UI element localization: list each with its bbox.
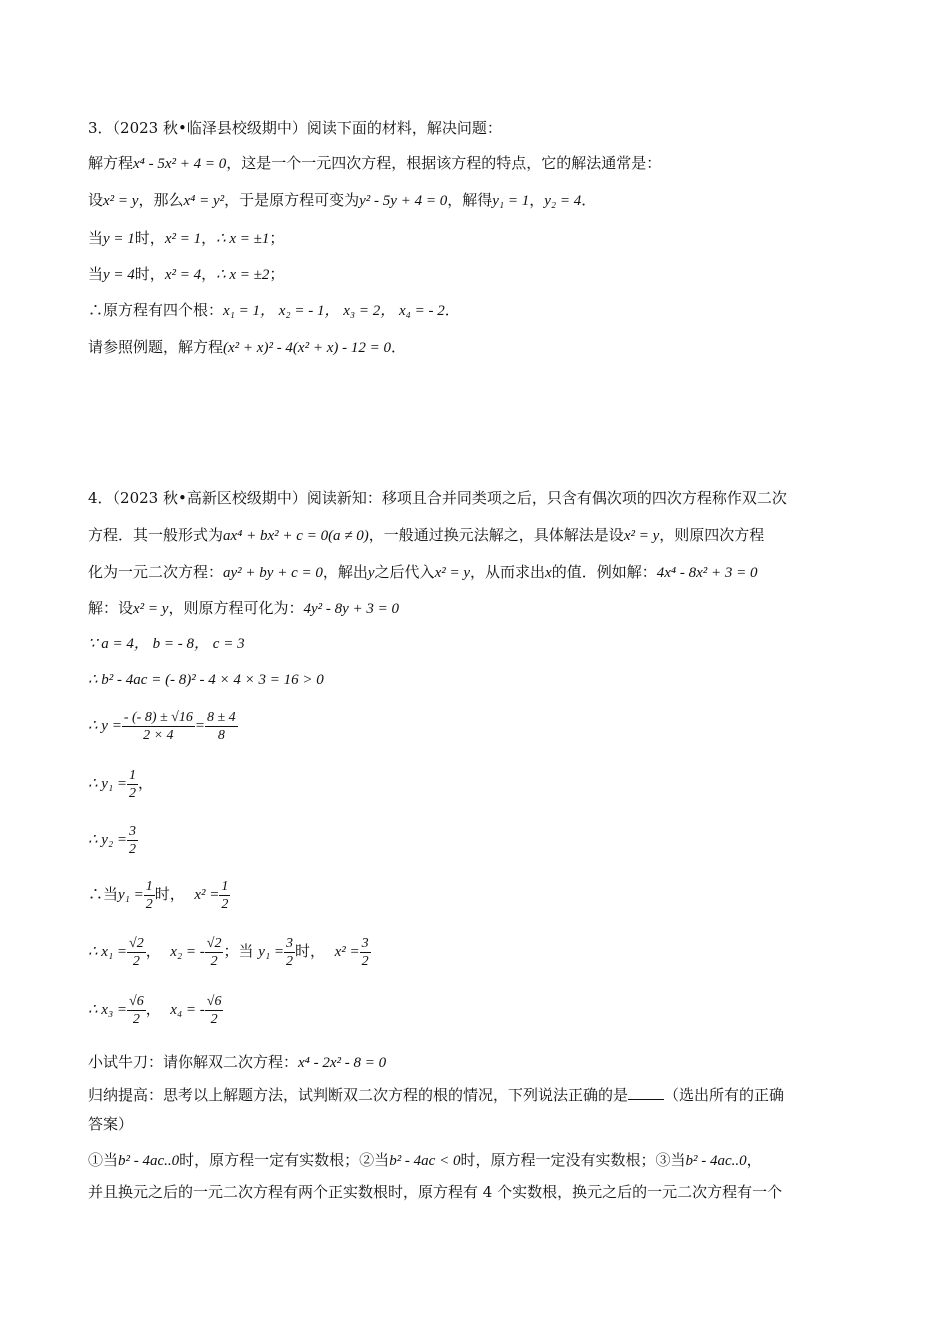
q4-line-8 — [88, 764, 153, 803]
q4-equation: ∴ y = — [88, 718, 122, 734]
fraction-denominator: 2 — [145, 896, 153, 912]
fraction-numerator: √2 — [206, 935, 222, 951]
q4-equation: 4y² - 8y + 3 = 0 — [303, 601, 400, 617]
q4-line-12 — [88, 988, 223, 1031]
fraction — [144, 878, 155, 913]
q4-text: 之后代入 — [374, 563, 435, 581]
q3-equation: x² = 1 — [164, 231, 202, 247]
fraction-denominator: 2 — [210, 953, 218, 969]
q3-text: ，那么 — [138, 191, 184, 209]
fraction — [127, 993, 146, 1028]
q3-text: ，这是一个一元四次方程，根据该方程的特点，它的解法通常是： — [226, 154, 662, 172]
q3-line-3 — [88, 190, 596, 211]
q3-text: ， — [201, 229, 217, 247]
q4-equation: x² = y — [133, 601, 169, 617]
fraction-denominator: 2 — [221, 896, 229, 912]
q4-text: 时，原方程一定没有实数根；③当 — [460, 1151, 686, 1169]
fraction — [284, 935, 295, 970]
q3-line-4 — [88, 228, 284, 249]
q3-text: 时， — [134, 229, 165, 247]
q3-text: ∴原方程有四个根： — [88, 301, 224, 319]
q4-line-5: ∵ a = 4， b = - 8， c = 3 — [88, 636, 245, 652]
fraction — [205, 709, 238, 744]
fraction-numerator: √6 — [206, 993, 222, 1009]
q4-text: ， — [746, 1151, 762, 1169]
fraction-denominator: 2 — [129, 841, 137, 857]
fraction — [127, 767, 138, 802]
answer-blank[interactable] — [628, 1085, 664, 1100]
q3-equation: x⁴ = y² — [183, 193, 225, 209]
q4-equation: ∴ x₁ = — [88, 944, 128, 960]
q4-line-15: 答案） — [88, 1115, 134, 1133]
fraction-numerator: 3 — [361, 935, 369, 951]
q3-text: 设 — [88, 191, 104, 209]
fraction-denominator: 8 — [217, 727, 225, 743]
q3-line-6 — [88, 300, 460, 321]
q3-text: 当 — [88, 265, 104, 283]
q4-equation: x² = y — [623, 528, 660, 544]
fraction-numerator: √2 — [129, 935, 144, 951]
q4-text: ，解出 — [322, 563, 368, 581]
q4-line-13 — [88, 1052, 386, 1073]
q4-line-7 — [88, 706, 238, 745]
q3-line-2 — [88, 153, 661, 174]
fraction-numerator: 1 — [129, 767, 137, 783]
q3-text: ， — [529, 191, 545, 209]
q4-text: 方程．其一般形式为 — [88, 526, 224, 544]
fraction-numerator: 1 — [145, 878, 153, 894]
q3-equation: y₂ = 4 — [544, 193, 582, 209]
q4-equation: x — [545, 565, 552, 581]
q4-text: 时， — [295, 942, 326, 960]
q3-text: ； — [269, 229, 285, 247]
q3-equation: y² - 5y + 4 = 0 — [359, 193, 448, 209]
fraction — [205, 993, 224, 1028]
q4-text: ， — [138, 774, 154, 792]
fraction-numerator: √6 — [129, 993, 144, 1009]
q3-equation: (x² + x)² - 4(x² + x) - 12 = 0 — [223, 340, 391, 356]
q4-line-11 — [88, 930, 371, 973]
fraction — [127, 935, 146, 970]
q3-equation: x⁴ - 5x² + 4 = 0 — [133, 156, 227, 172]
q3-equation: y = 1 — [103, 231, 135, 247]
q4-text: ①当 — [88, 1151, 119, 1169]
fraction-numerator: - (- 8) ± √16 — [123, 709, 193, 725]
q4-equation: x² = — [334, 944, 360, 960]
fraction-denominator: 2 × 4 — [143, 727, 174, 743]
q4-text: 小试牛刀：请你解双二次方程： — [88, 1053, 299, 1071]
q3-text: 解方程 — [88, 154, 134, 172]
q4-text: 时，原方程一定有实数根；②当 — [179, 1151, 390, 1169]
q4-text: ∴当 — [88, 885, 119, 903]
q4-equation: ax⁴ + bx² + c = 0(a ≠ 0) — [223, 528, 369, 544]
q4-line-6: ∴ b² - 4ac = (- 8)² - 4 × 4 × 3 = 16 > 0 — [88, 672, 324, 688]
q4-text: 的值．例如解： — [551, 563, 657, 581]
q4-equation: x² = y — [434, 565, 470, 581]
q3-text: 当 — [88, 229, 104, 247]
q4-equation: x⁴ - 2x² - 8 = 0 — [298, 1055, 387, 1071]
q3-text: 时， — [134, 265, 165, 283]
fraction-denominator: 2 — [361, 953, 369, 969]
fraction-numerator: 1 — [221, 878, 229, 894]
q4-equation: x₂ = - — [170, 944, 205, 960]
q4-equation: ∴ y₁ = — [88, 776, 128, 792]
q3-equation: y₁ = 1 — [492, 193, 530, 209]
q4-text: ，一般通过换元法解之，具体解法是设 — [368, 526, 624, 544]
q3-equation: ∴ x = ±2 — [216, 267, 270, 283]
q4-text: ；当 — [223, 942, 254, 960]
q3-text: ． — [444, 301, 460, 319]
fraction-denominator: 2 — [286, 953, 294, 969]
q3-text: ． — [581, 191, 597, 209]
fraction-numerator: 8 ± 4 — [206, 709, 236, 725]
fraction-denominator: 2 — [210, 1011, 218, 1027]
fraction — [360, 935, 371, 970]
q4-equation: x² = — [194, 887, 220, 903]
q3-equation: y = 4 — [103, 267, 135, 283]
q4-line-10 — [88, 874, 230, 915]
q4-line-17: 并且换元之后的一元二次方程有两个正实数根时，原方程有 4 个实数根，换元之后的一元二次方程有一个 — [88, 1183, 783, 1201]
q4-equation: b² - 4ac..0 — [118, 1153, 180, 1169]
q4-line-4 — [88, 598, 399, 619]
q4-equation: y₁ = — [258, 944, 285, 960]
q4-line-14 — [88, 1085, 784, 1105]
q3-equation: x² = y — [103, 193, 139, 209]
q4-text: ，则原方程可化为： — [168, 599, 304, 617]
q4-text: 时， — [154, 885, 185, 903]
q4-equation: x₄ = - — [170, 1002, 205, 1018]
q3-title: 3．（2023 秋•临泽县校级期中）阅读下面的材料，解决问题： — [88, 119, 502, 137]
q4-equation: = — [194, 718, 205, 734]
q3-equation: ∴ x = ±1 — [216, 231, 270, 247]
q4-title: 4．（2023 秋•高新区校级期中）阅读新知：移项且合并同类项之后，只含有偶次项的四次方程称作双二次 — [88, 489, 787, 507]
q4-equation: b² - 4ac..0 — [685, 1153, 747, 1169]
q4-text: ， — [145, 1000, 161, 1018]
q3-text: ， — [201, 265, 217, 283]
q4-text: ，则原四次方程 — [659, 526, 765, 544]
q4-equation: y₁ = — [118, 887, 144, 903]
q4-text: 解：设 — [88, 599, 134, 617]
q3-text: 请参照例题，解方程 — [88, 338, 224, 356]
q4-equation: ∴ y₂ = — [88, 832, 128, 848]
fraction-numerator: 3 — [286, 935, 294, 951]
q3-text: ，于是原方程可变为 — [224, 191, 360, 209]
q4-line-16 — [88, 1150, 762, 1171]
q3-equation: x₁ = 1， x₂ = - 1， x₃ = 2， x₄ = - 2 — [223, 303, 445, 319]
q3-equation: x² = 4 — [164, 267, 202, 283]
q3-line-5 — [88, 264, 284, 285]
q4-text: 归纳提高：思考以上解题方法，试判断双二次方程的根的情况，下列说法正确的是 — [88, 1086, 629, 1104]
q4-line-3 — [88, 562, 757, 583]
fraction — [219, 878, 230, 913]
q3-line-7 — [88, 337, 406, 358]
q4-line-9 — [88, 820, 138, 859]
q4-equation: ay² + by + c = 0 — [223, 565, 323, 581]
fraction-numerator: 3 — [129, 823, 137, 839]
q4-text: ， — [145, 942, 161, 960]
q3-text: ； — [269, 265, 285, 283]
q4-text: 化为一元二次方程： — [88, 563, 224, 581]
q3-text: ． — [390, 338, 406, 356]
q4-equation: y — [367, 565, 375, 581]
fraction — [127, 823, 138, 858]
q3-text: ，解得 — [447, 191, 493, 209]
fraction-denominator: 2 — [132, 1011, 140, 1027]
fraction-denominator: 2 — [129, 785, 137, 801]
fraction-denominator: 2 — [132, 953, 140, 969]
q4-text: ，从而求出 — [470, 563, 546, 581]
q4-equation: 4x⁴ - 8x² + 3 = 0 — [656, 565, 758, 581]
fraction — [205, 935, 224, 970]
q4-text: （选出所有的正确 — [664, 1086, 785, 1104]
fraction — [122, 709, 195, 744]
q4-equation: b² - 4ac < 0 — [389, 1153, 461, 1169]
q4-equation: ∴ x₃ = — [88, 1002, 128, 1018]
q4-line-2 — [88, 525, 764, 546]
